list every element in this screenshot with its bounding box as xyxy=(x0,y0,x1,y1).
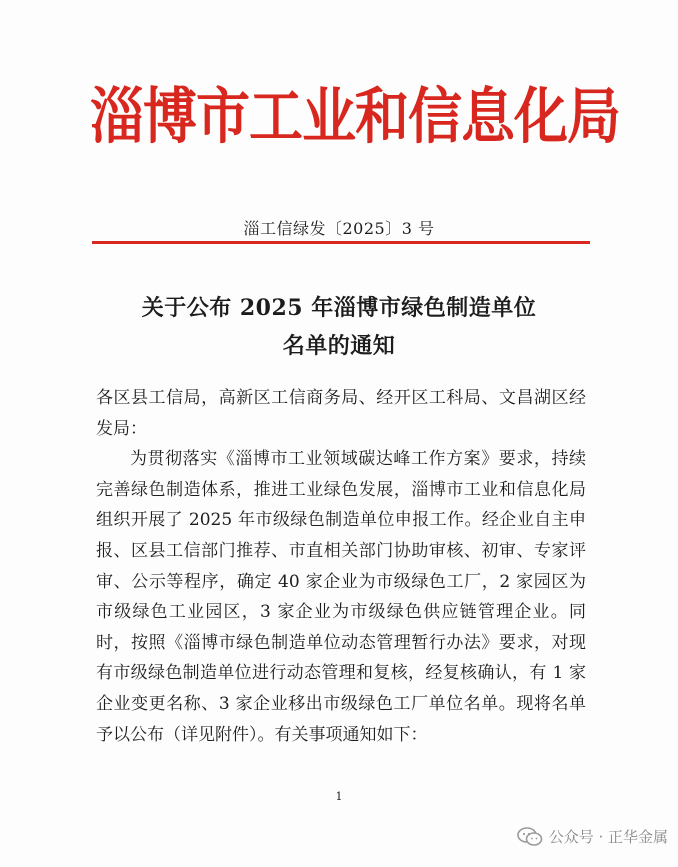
wechat-icon xyxy=(517,827,543,847)
title-line-1: 关于公布 2025 年淄博市绿色制造单位 xyxy=(141,295,537,321)
letterhead: 淄博市工业和信息化局 xyxy=(90,80,620,152)
watermark xyxy=(517,826,668,847)
salutation: 各区县工信局，高新区工信商务局、经开区工科局、文昌湖区经发局： xyxy=(96,388,586,439)
watermark-text: 公众号 · 正华金属 xyxy=(548,828,668,846)
body-paragraph: 为贯彻落实《淄博市工业领域碳达峰工作方案》要求，持续完善绿色制造体系，推进工业绿色发展，淄博市工业和信息化局组织开展了 2025 年市级绿色制造单位申报工作。经企业自主申报、区县工信部门推荐、市直相关部门协助审核、初审、专家评审、公示等程序，确定 40 家企业为市级绿色工厂，2 家园区为市级绿色工业园区，3 家企业为市级绿色供应链管理企业。同时，按照《淄博市绿色制造单位动态管理暂行办法》要求，对现有市级绿色制造单位进行动态管理和复核，经复核确认，有 1 家企业变更名称、3 家企业移出市级绿色工厂单位名单。现将名单予以公布（详见附件）。有关事项通知如下： xyxy=(96,449,586,745)
red-divider xyxy=(92,241,590,244)
body-text xyxy=(96,383,586,750)
title-line-2: 名单的通知 xyxy=(282,333,396,359)
document-number: 淄工信绿发〔2025〕3 号 xyxy=(243,219,435,238)
page-number: 1 xyxy=(335,790,343,803)
